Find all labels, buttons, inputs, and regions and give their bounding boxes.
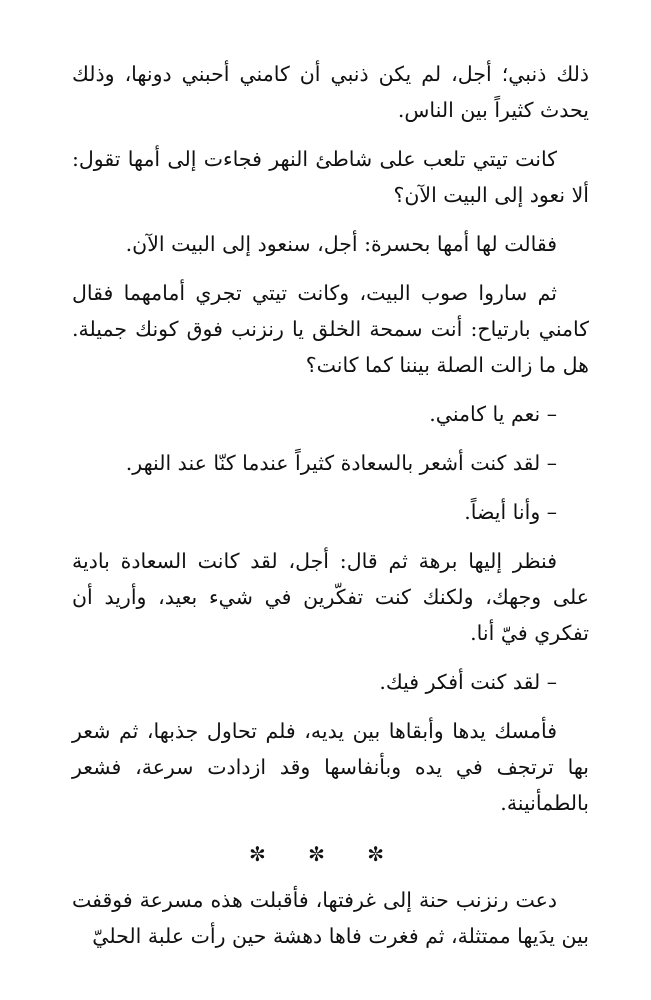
paragraph-2: كانت تيتي تلعب على شاطئ النهر فجاءت إلى أمها تقول: ألا نعود إلى البيت الآن؟ (72, 147, 589, 207)
paragraph-5: فنظر إليها برهة ثم قال: أجل، لقد كانت السعادة بادية على وجهك، ولكنك كنت تفكّرين في شيء بعيد، وأريد أن تفكري فيّ أنا. (72, 549, 589, 645)
book-page (72, 56, 589, 967)
asterism-icon: ✼ ✼ ✼ (249, 842, 402, 866)
paragraph-4: ثم ساروا صوب البيت، وكانت تيتي تجري أمامهما فقال كامني بارتياح: أنت سمحة الخلق يا رنزنب فوق كونك جميلة. هل ما زالت الصلة بيننا كما كانت؟ (72, 281, 589, 377)
closing-paragraph: دعت رنزنب حنة إلى غرفتها، فأقبلت هذه مسرعة فوقفت بين يدَيها ممتثلة، ثم فغرت فاها دهشة حين رأت علبة الحليّ (72, 888, 589, 948)
dialog-line-3: – وأنا أيضاً. (464, 500, 557, 524)
section-separator (72, 834, 589, 874)
dialog-line-4: – لقد كنت أفكر فيك. (379, 670, 557, 694)
paragraph-6: فأمسك يدها وأبقاها بين يديه، فلم تحاول جذبها، ثم شعر بها ترتجف في يده وبأنفاسها وقد ازدادت سرعة، فشعر بالطمأنينة. (72, 719, 589, 815)
dialog-line-2: – لقد كنت أشعر بالسعادة كثيراً عندما كنّا عند النهر. (125, 451, 557, 475)
dialog-line-1: – نعم يا كامني. (429, 402, 557, 426)
paragraph-1: ذلك ذنبي؛ أجل، لم يكن ذنبي أن كامني أحبني دونها، وذلك يحدث كثيراً بين الناس. (72, 62, 589, 122)
paragraph-3: فقالت لها أمها بحسرة: أجل، سنعود إلى البيت الآن. (125, 232, 557, 256)
